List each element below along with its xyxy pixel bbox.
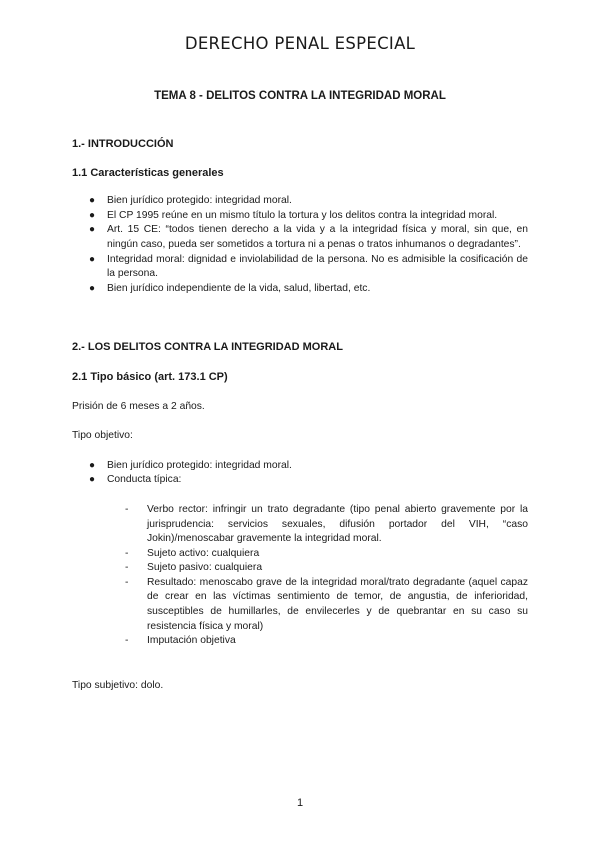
section-2-bullet-list [72,459,528,488]
bullet-icon: ● [89,195,96,207]
section-1-bullet-list [72,194,528,296]
list-item: - Sujeto activo: cualquiera [72,547,528,562]
bullet-icon: ● [89,474,96,486]
bullet-icon: ● [89,209,96,221]
list-item: ● Integridad moral: dignidad e inviolabilidad de la persona. No es admisible la cosificación de la persona. [89,253,528,280]
subsection-2-1-heading: 2.1 Tipo básico (art. 173.1 CP) [72,370,228,383]
list-item: ● Conducta típica: [72,473,528,488]
document-header: DERECHO PENAL ESPECIAL [184,34,416,53]
section-1-heading: 1.- INTRODUCCIÓN [72,138,174,150]
bullet-icon: ● [89,224,96,236]
subjective-type-text: Tipo subjetivo: dolo. [72,679,164,691]
conduct-dash-list [72,503,528,649]
list-item: - Verbo rector: infringir un trato degradante (tipo penal abierto gravemente por la jurisprudencia: servicios sexuales, difusión portador del VIH, “caso Jokin)/menoscabar gravemente la integridad moral. [125,503,528,545]
penalty-text: Prisión de 6 meses a 2 años. [72,400,205,412]
list-item: - Sujeto pasivo: cualquiera [72,561,528,576]
objective-type-label: Tipo objetivo: [72,430,133,442]
bullet-icon: ● [89,282,96,294]
list-item: ● Bien jurídico protegido: integridad moral. [72,459,528,474]
subsection-1-1-heading: 1.1 Características generales [72,166,224,179]
bullet-icon: ● [89,459,96,471]
page-number: 1 [296,797,304,809]
section-2-heading: 2.- LOS DELITOS CONTRA LA INTEGRIDAD MORAL [72,341,343,354]
topic-title: TEMA 8 - DELITOS CONTRA LA INTEGRIDAD MORAL [154,90,446,102]
list-item: ● Art. 15 CE: “todos tienen derecho a la vida y a la integridad física y moral, sin que, en ningún caso, pueda ser sometidos a tortura ni a penas o tratos inhumanos o degradantes”. [89,224,528,250]
list-item: ● El CP 1995 reúne en un mismo título la tortura y los delitos contra la integridad moral. [72,209,528,224]
dash-icon: - [125,503,129,515]
document-body [72,137,528,693]
dash-icon: - [125,635,129,647]
list-item: ● Bien jurídico protegido: integridad moral. [72,194,528,209]
bullet-icon: ● [89,253,96,265]
dash-icon: - [125,576,129,588]
list-item: - Imputación objetiva [72,634,528,649]
list-item: - Resultado: menoscabo grave de la integridad moral/trato degradante (aquel capaz de crear en las víctimas sentimiento de temor, de angustia, de inferioridad, susceptibles de humillarles, de envilecerles y de quebrantar en su caso su resistencia física y moral) [125,576,528,632]
dash-icon: - [125,547,129,559]
list-item: ● Bien jurídico independiente de la vida, salud, libertad, etc. [72,282,528,297]
dash-icon: - [125,562,129,574]
